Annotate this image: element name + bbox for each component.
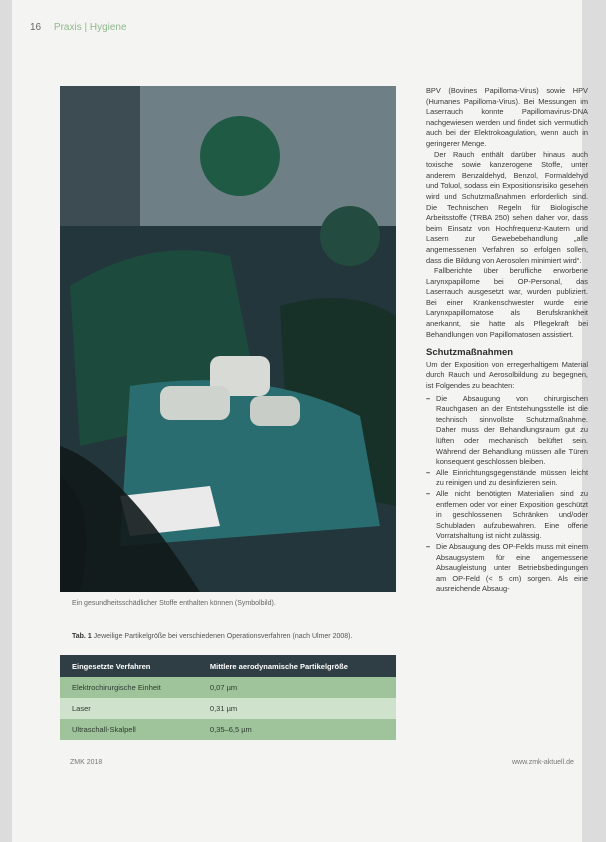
paragraph: Der Rauch enthält darüber hinaus auch toxische sowie kanzerogene Stoffe, unter anderem Benzaldehyd, Benzol, Formaldehyd und Toluol, sodass ein Expositionsrisiko gesehen wird und Schutzmaßnahmen erforderlich sind. Die Technischen Regeln für Biologische Arbeitsstoffe (TRBA 250) sehen daher vor, dass beim Einsatz von Hochfrequenz-Kautern und Lasern zur Gewebebehandlung „alle angemessenen Verfahren so erfolgen sollen, dass die Bildung von Aerosolen minimiert wird“. — [426, 149, 588, 265]
list-item — [426, 489, 588, 542]
table-header-method: Eingesetzte Verfahren — [60, 655, 198, 677]
table-cell: Laser — [60, 698, 198, 719]
table-caption-text: Jeweilige Partikelgröße bei verschiedenen Operationsverfahren (nach Ulmer 2008). — [93, 633, 353, 640]
article-column — [426, 86, 588, 595]
section-label: Praxis | Hygiene — [53, 22, 127, 33]
paragraph: Um der Exposition von erregerhaltigem Material durch Rauch und Aerosolbildung zu begegnen, ist Folgendes zu beachten: — [426, 359, 588, 391]
paragraph: BPV (Bovines Papilloma-Virus) sowie HPV (Humanes Papilloma-Virus). Bei Messungen im Laserrauch konnte Papillomavirus-DNA nachgewiesen werden und findet sich vermutlich auch bei der Elektrokoagulation, wenn auch in geringerer Menge. — [426, 86, 588, 148]
table-cell: 0,07 µm — [198, 677, 396, 698]
list-item — [426, 394, 588, 468]
table-cell: 0,35–6,5 µm — [198, 719, 396, 740]
table-row — [60, 719, 396, 740]
table-caption — [72, 632, 392, 641]
list-item — [426, 542, 588, 595]
section-heading: Schutzmaßnahmen — [426, 347, 514, 359]
surgery-illustration — [60, 86, 396, 592]
table-cell: 0,31 µm — [198, 698, 396, 719]
paragraph: Fallberichte über berufliche erworbene Larynxpapillome bei OP-Personal, das Laserrauch ausgesetzt war, wurden publiziert. Bei einer Krankenschwester wurde eine Larynxpapillomatose als Berufskrankheit anerkannt, sie hatte als Pflegekraft bei Behandlungen von Papillomatosen assistiert. — [426, 266, 588, 339]
table-cell: Elektrochirurgische Einheit — [60, 677, 198, 698]
particle-size-table — [60, 655, 396, 740]
list-item-text: Die Absaugung des OP-Felds muss mit einem Absaugsystem für eine angemessene Absaugleistung unter Betriebsbedingungen am OP-Feld (< 5 cm) sorgen. Als eine ausreichende Absaug- — [436, 541, 588, 594]
table-row — [60, 698, 396, 719]
footer-url: www.zmk-aktuell.de — [512, 759, 574, 766]
table-header-particle-size: Mittlere aerodynamische Partikelgröße — [198, 655, 396, 677]
page — [12, 0, 588, 842]
photo-caption: Ein gesundheitsschädlicher Stoffe enthalten können (Symbolbild). — [72, 600, 276, 607]
list-item-text: Alle nicht benötigten Materialien sind zu entfernen oder vor einer Exposition geschützt in geschlossenen Schränken und/oder Schubladen aufzubewahren. Eine offene Vorratshaltung ist nicht zulässig. — [436, 488, 588, 541]
bullet-mark: – — [426, 467, 431, 477]
list-item-text: Die Absaugung von chirurgischen Rauchgasen an der Entstehungsstelle ist die technisch sinnvollste Schutzmaßnahme. Daher muss der Behandlungsraum gut zu lüften oder mechanisch belüftet sein. Während der Behandlung müssen alle Türen konsequent geschlossen bleiben. — [436, 393, 588, 467]
measures-list — [426, 394, 588, 595]
table-cell: Ultraschall-Skalpell — [60, 719, 198, 740]
table-caption-label: Tab. 1 — [72, 633, 92, 640]
surgery-photo — [60, 86, 396, 592]
list-item-text: Alle Einrichtungsgegenstände müssen leicht zu reinigen und zu desinfizieren sein. — [436, 467, 588, 488]
page-number: 16 — [30, 22, 42, 33]
list-item — [426, 468, 588, 489]
bullet-mark: – — [426, 541, 431, 551]
page-header — [30, 22, 127, 33]
bullet-mark: – — [426, 488, 431, 498]
bullet-mark: – — [426, 393, 431, 403]
table-row — [60, 677, 396, 698]
footer-journal: ZMK 2018 — [70, 759, 103, 766]
